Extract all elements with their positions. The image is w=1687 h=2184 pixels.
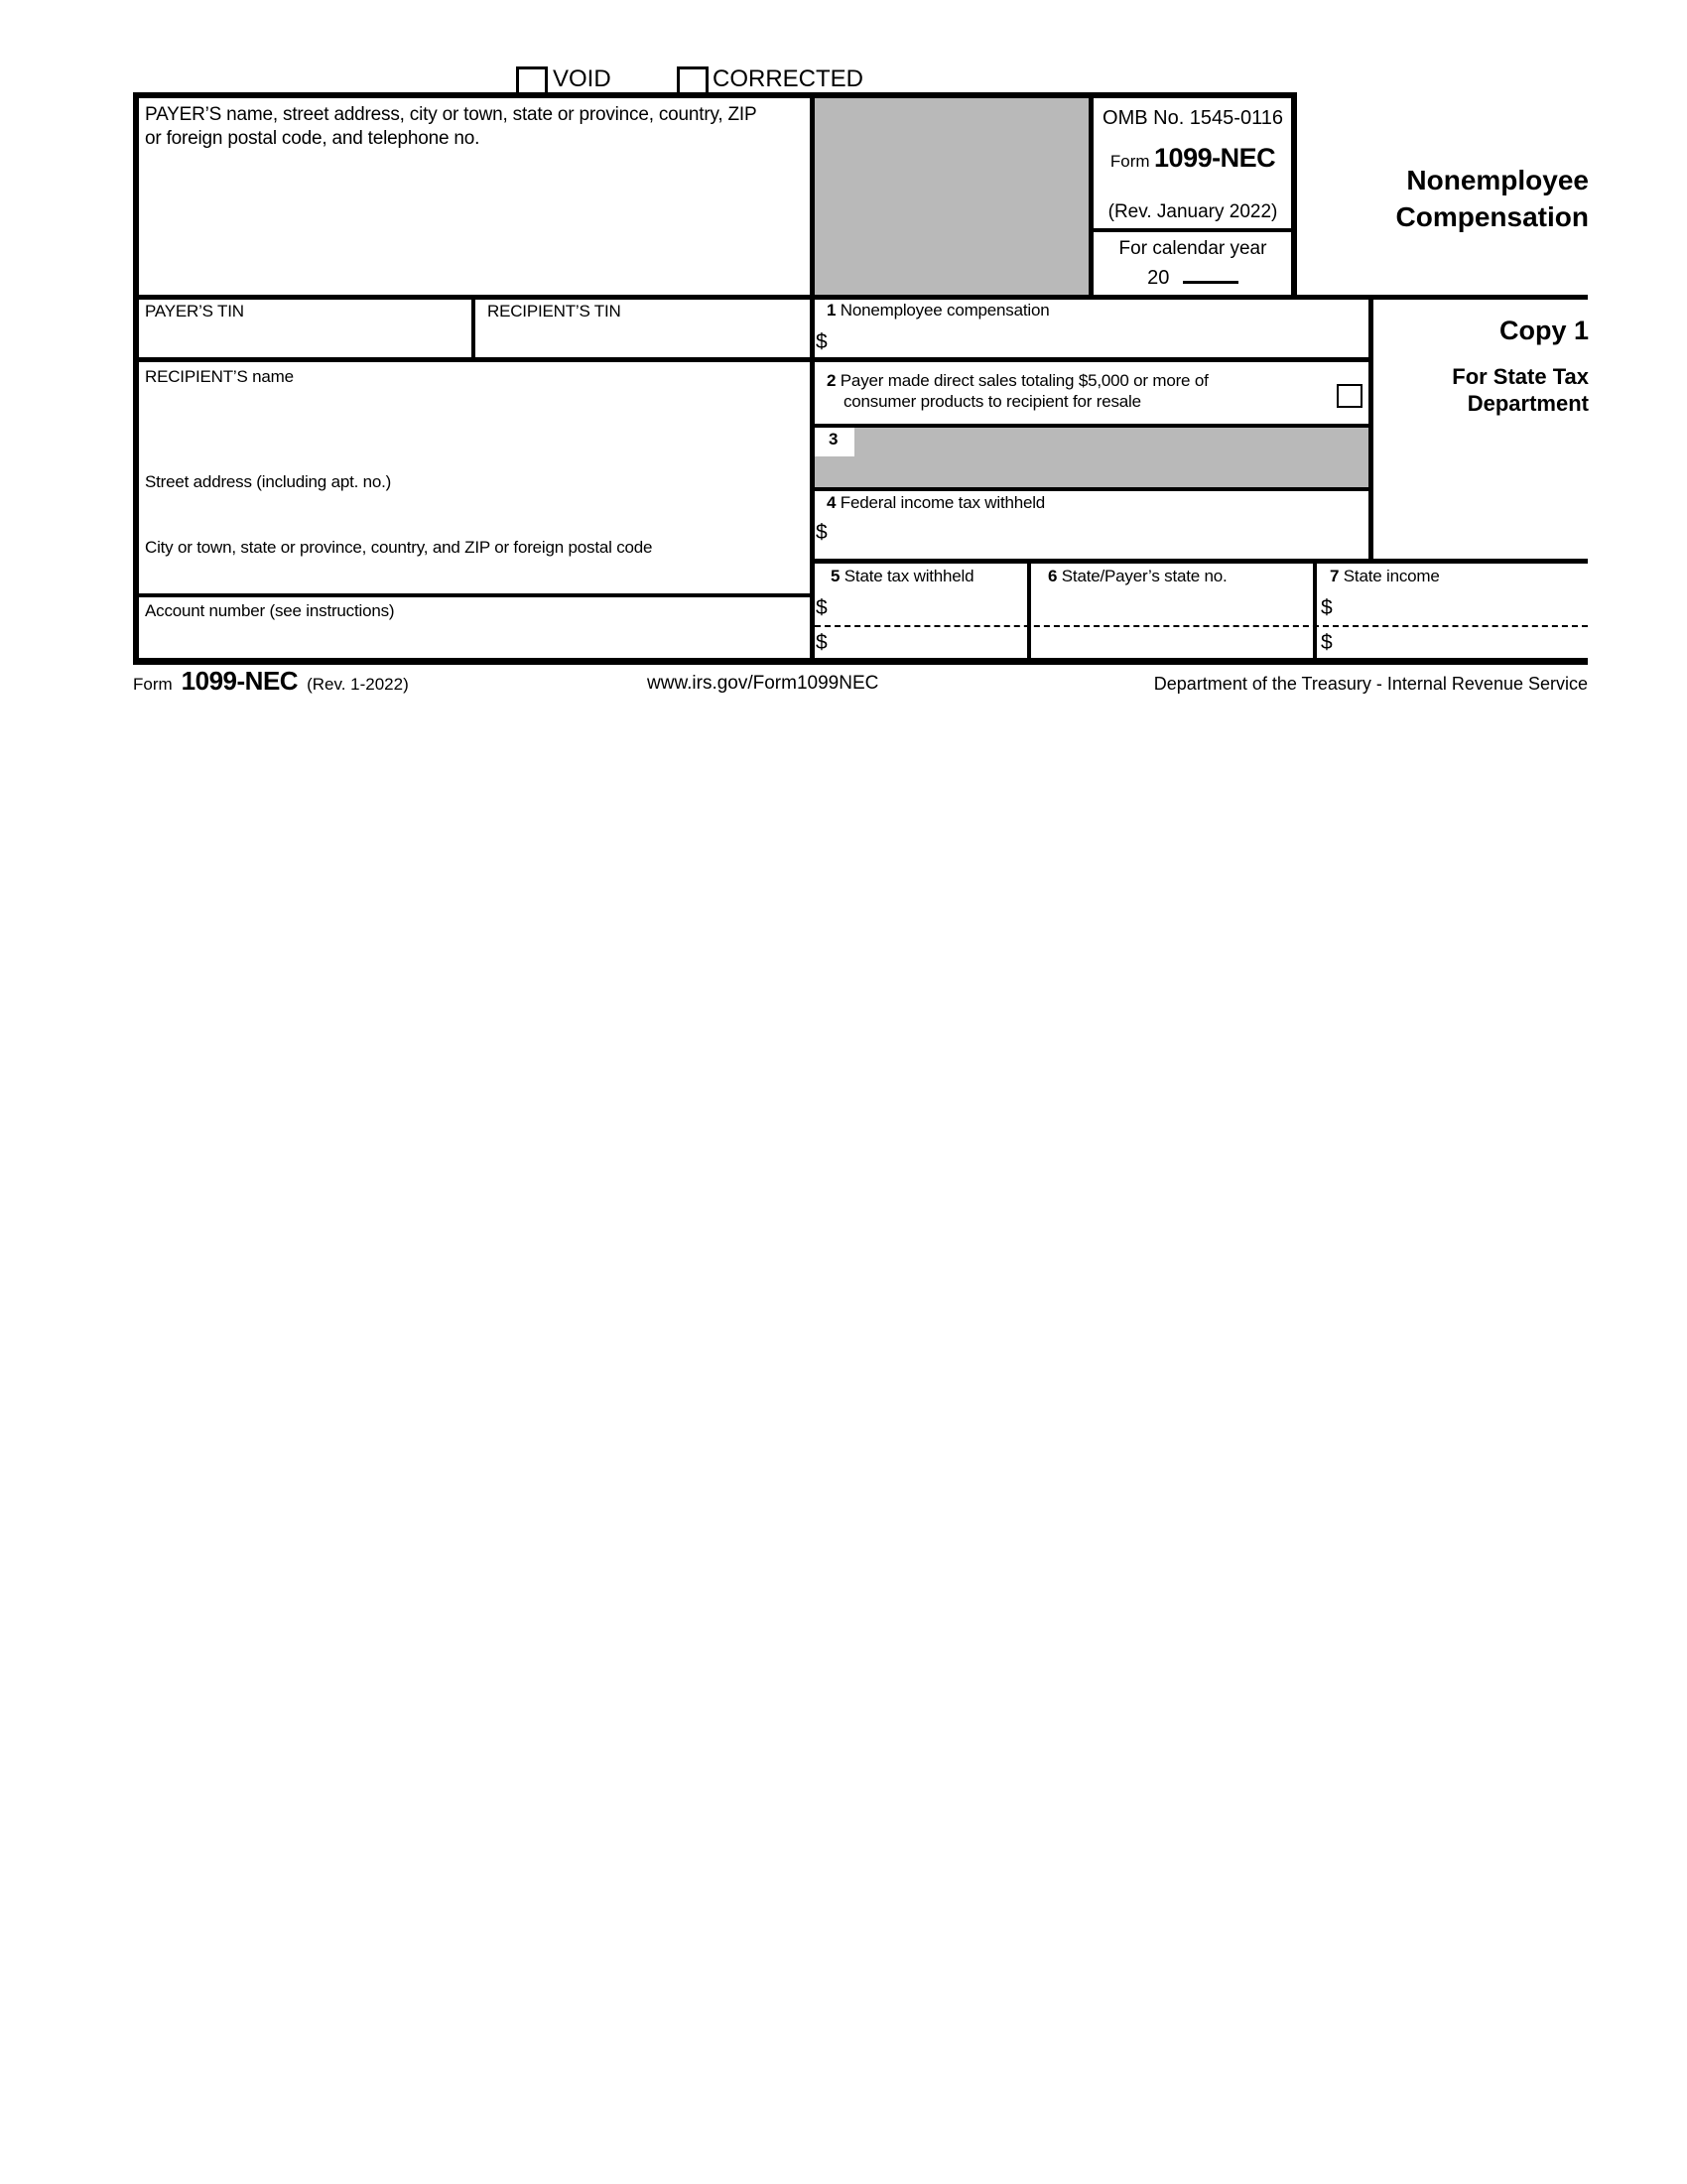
- border-box6-box7-divider: [1313, 559, 1317, 665]
- footer-form-number: 1099-NEC: [181, 666, 299, 696]
- box7-label-text: State income: [1343, 567, 1440, 585]
- street-address-label: Street address (including apt. no.): [145, 472, 392, 491]
- void-label: VOID: [553, 65, 611, 92]
- corrected-label: CORRECTED: [713, 65, 864, 92]
- form-title: [1396, 162, 1589, 235]
- box5-amount-field-1[interactable]: [839, 593, 1022, 621]
- box4-amount-field[interactable]: [839, 518, 1355, 546]
- border-center-column: [810, 92, 815, 665]
- box1-number: 1: [827, 301, 837, 320]
- calendar-year-label: For calendar year: [1118, 238, 1267, 259]
- border-box3-bottom: [812, 487, 1372, 491]
- copy-recipient-line1: For State Tax: [1452, 364, 1589, 389]
- box1-label: [827, 301, 1049, 321]
- border-top: [133, 92, 1297, 98]
- box5-label-text: State tax withheld: [844, 567, 974, 585]
- border-tin-divider: [471, 295, 475, 362]
- border-account-top: [133, 593, 815, 597]
- box1-label-text: Nonemployee compensation: [840, 301, 1050, 320]
- box6-state-field-1[interactable]: [1037, 593, 1307, 621]
- city-state-zip-field[interactable]: [145, 560, 800, 589]
- box7-dollar-sign-1: $: [1321, 596, 1333, 619]
- box1-dollar-sign: $: [816, 330, 828, 353]
- form-number-block: [1094, 143, 1292, 174]
- box4-label-text: Federal income tax withheld: [840, 493, 1046, 512]
- box7-number: 7: [1330, 567, 1340, 585]
- payer-info-label-line2: or foreign postal code, and telephone no.: [145, 128, 480, 149]
- footer-form-word: Form: [133, 675, 173, 694]
- box2-label-line1: [827, 371, 1209, 391]
- box6-label: [1048, 567, 1228, 586]
- border-row-tin-bottom: [133, 357, 1372, 362]
- box2-label-line2: consumer products to recipient for resale: [844, 392, 1141, 411]
- box6-state-field-2[interactable]: [1037, 628, 1307, 654]
- box1-amount-field[interactable]: [839, 327, 1355, 355]
- box7-dollar-sign-2: $: [1321, 631, 1333, 654]
- box7-label: [1330, 567, 1440, 586]
- box6-number: 6: [1048, 567, 1058, 585]
- dashed-state-divider: [815, 625, 1588, 627]
- border-boxcolumn-right: [1368, 295, 1373, 564]
- recipient-name-label: RECIPIENT’S name: [145, 367, 294, 386]
- footer-department: Department of the Treasury - Internal Revenue Service: [1153, 674, 1588, 694]
- border-box4-bottom: [812, 559, 1588, 564]
- form-number: 1099-NEC: [1154, 143, 1276, 173]
- payer-tin-field[interactable]: [145, 323, 462, 353]
- calendar-year-entry: [1094, 261, 1292, 290]
- copy-label: Copy 1: [1498, 316, 1589, 345]
- box5-dollar-sign-1: $: [816, 596, 828, 619]
- account-number-label: Account number (see instructions): [145, 601, 395, 620]
- border-box2-bottom: [812, 424, 1372, 428]
- street-address-field[interactable]: [145, 494, 800, 534]
- box3-shaded-area: [815, 427, 1368, 487]
- box6-label-text: State/Payer’s state no.: [1061, 567, 1228, 585]
- box4-label: [827, 493, 1045, 513]
- copy-recipient-line2: Department: [1467, 391, 1589, 416]
- recipient-tin-label: RECIPIENT’S TIN: [487, 302, 621, 321]
- calendar-year-blank[interactable]: [1183, 261, 1238, 284]
- footer-revision: (Rev. 1-2022): [307, 675, 409, 694]
- form-word: Form: [1109, 152, 1150, 171]
- box5-dollar-sign-2: $: [816, 631, 828, 654]
- box7-amount-field-2[interactable]: [1344, 628, 1582, 654]
- omb-number: OMB No. 1545-0116: [1103, 107, 1283, 129]
- border-omb-divider: [1094, 228, 1292, 232]
- box4-number: 4: [827, 493, 837, 512]
- calendar-year-prefix: 20: [1147, 267, 1170, 289]
- recipient-name-field[interactable]: [145, 389, 800, 468]
- form-title-line2: Compensation: [1395, 201, 1589, 232]
- box5-label: [831, 567, 973, 586]
- border-box5-box6-divider: [1027, 559, 1031, 665]
- box4-dollar-sign: $: [816, 521, 828, 544]
- city-state-zip-label: City or town, state or province, country, and ZIP or foreign postal code: [145, 538, 653, 557]
- box2-checkbox[interactable]: [1337, 384, 1363, 408]
- revision-label: (Rev. January 2022): [1107, 201, 1278, 222]
- footer-form-id: [133, 666, 409, 697]
- box2-label-text1: Payer made direct sales totaling $5,000 or more of: [840, 371, 1209, 390]
- payer-info-label: [145, 103, 756, 151]
- border-bottom: [133, 658, 1588, 665]
- footer-url: www.irs.gov/Form1099NEC: [647, 673, 879, 694]
- box7-amount-field-1[interactable]: [1344, 593, 1582, 621]
- box5-number: 5: [831, 567, 841, 585]
- copy-recipient-label: [1452, 363, 1589, 417]
- payer-tin-label: PAYER’S TIN: [145, 302, 244, 321]
- payer-info-field[interactable]: [145, 154, 800, 288]
- border-left: [133, 92, 139, 665]
- box2-number: 2: [827, 371, 837, 390]
- recipient-tin-field[interactable]: [487, 323, 805, 353]
- account-number-field[interactable]: [145, 623, 800, 655]
- box5-amount-field-2[interactable]: [839, 628, 1022, 654]
- box3-number: 3: [829, 430, 839, 449]
- form-title-line1: Nonemployee: [1406, 165, 1589, 195]
- payer-info-label-line1: PAYER’S name, street address, city or town, state or province, country, ZIP: [145, 104, 757, 125]
- shaded-area-top: [815, 98, 1089, 296]
